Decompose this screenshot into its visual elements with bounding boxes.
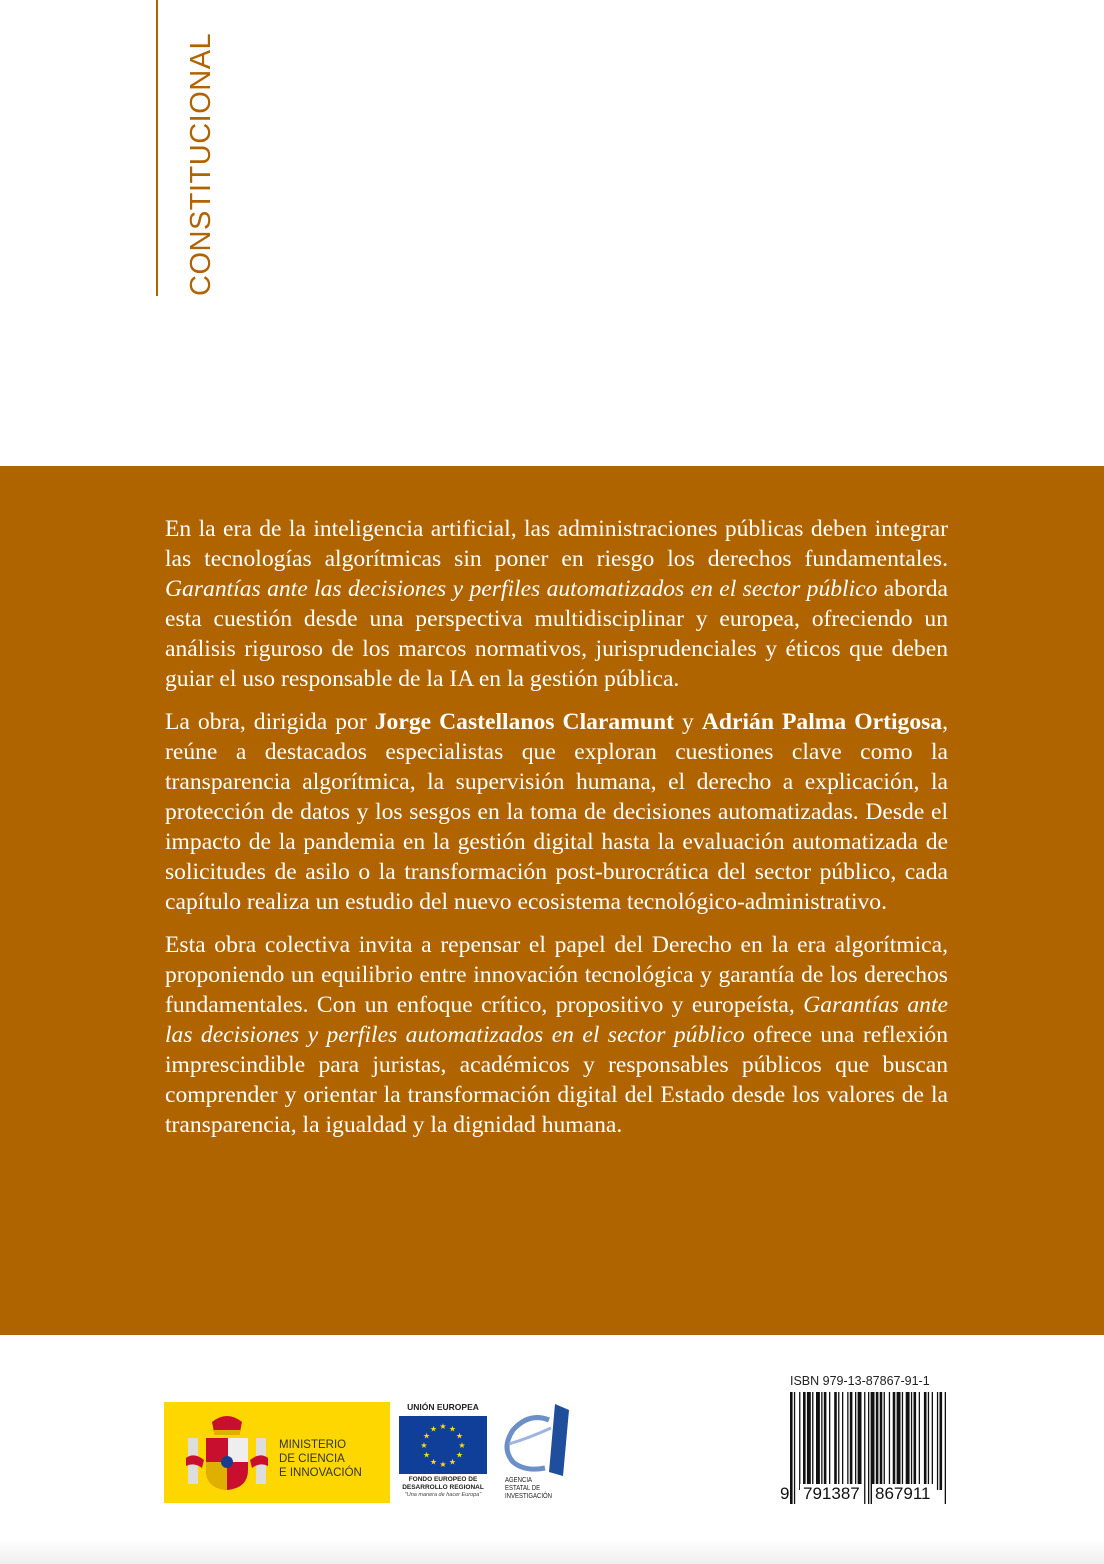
barcode-bar [794, 1392, 795, 1504]
barcode-bar [816, 1392, 820, 1490]
series-label: CONSTITUCIONAL [185, 32, 217, 296]
barcode [780, 1392, 948, 1504]
paragraph-2 [165, 707, 948, 917]
barcode-bar [880, 1392, 883, 1490]
eu-feder-logo [397, 1402, 489, 1502]
aei-text [505, 1476, 552, 1500]
text: aborda esta cuestión desde una perspectiva multidisciplinar y europea, ofreciendo un análisis riguroso de los marcos normativos, jurisprudenciales y éticos que deben guiar el uso responsable de la IA en la gestión pública. [165, 576, 948, 692]
editor-name: Adrián Palma Ortigosa [701, 709, 943, 735]
eu-star-icon: ★ [420, 1441, 428, 1450]
barcode-bar [847, 1392, 848, 1490]
series-divider-line [156, 0, 158, 296]
text: , reúne a destacados especialistas que exploran cuestiones clave como la transparencia algorítmica, la supervisión humana, el derecho a explicación, la protección de datos y los sesgos en la toma de decisiones automatizadas. Desde el impacto de la pandemia en la gestión digital hasta la evaluación automatizada de solicitudes de asilo o la transformación post-burocrática del sector público, cada capítulo realiza un estudio del nuevo ecosistema tecnológico-administrativo. [165, 709, 948, 915]
eu-star-icon: ★ [439, 1460, 447, 1469]
barcode-bar [838, 1392, 839, 1490]
eu-fund-text [397, 1476, 489, 1492]
text: La obra, dirigida por [165, 709, 375, 735]
eu-star-icon: ★ [458, 1441, 466, 1450]
barcode-bar [924, 1392, 927, 1490]
text: INVESTIGACIÓN [505, 1491, 553, 1500]
ministerio-text [279, 1438, 362, 1480]
paragraph-1 [165, 514, 948, 694]
barcode-bar [855, 1392, 856, 1490]
book-title-italic: Garantías ante las decisiones y perfiles automatizados en el sector público [165, 576, 878, 602]
text: y [673, 709, 702, 735]
spain-coat-of-arms-icon [182, 1408, 272, 1498]
eu-flag-icon [399, 1416, 487, 1474]
eu-motto: "Una manera de hacer Europa" [404, 1492, 482, 1498]
text: DE CIENCIA [279, 1453, 345, 1465]
barcode-bar [937, 1392, 938, 1490]
barcode-bar [902, 1392, 903, 1490]
text: Esta obra colectiva invita a repensar el papel del Derecho en la era algorítmica, proponiendo un equilibrio entre innovación tecnológica y garantía de los derechos fundamentales. Con un enfoque crítico, propositivo y europeísta, [165, 932, 948, 1018]
text: AGENCIA [505, 1475, 533, 1484]
barcode-bar [821, 1392, 822, 1490]
barcode-bar [889, 1392, 890, 1490]
text: ofrece una reflexión imprescindible para juristas, académicos y responsables públicos que buscan comprender y orientar la transformación digital del Estado desde los valores de la transparencia, la igualdad y la dignidad humana. [165, 1022, 948, 1138]
paragraph-3 [165, 930, 948, 1140]
isbn-label: ISBN 979-13-87867-91-1 [790, 1374, 930, 1388]
text: DESARROLLO REGIONAL [402, 1484, 484, 1491]
barcode-bar [864, 1392, 865, 1504]
barcode-bar [850, 1392, 853, 1490]
eu-star-icon: ★ [422, 1450, 431, 1460]
barcode-digits-right: 867911 [872, 1484, 933, 1504]
text: En la era de la inteligencia artificial, las administraciones públicas deben integrar las tecnologías algorítmicas sin poner en riesgo los derechos fundamentales. [165, 516, 948, 572]
barcode-bar [928, 1392, 929, 1490]
barcode-bar [803, 1392, 806, 1490]
barcode-bar [897, 1392, 901, 1490]
barcode-bar [824, 1392, 827, 1490]
book-title-italic: Garantías ante las decisiones y perfiles automatizados en el sector público [165, 992, 948, 1048]
barcode-bar [932, 1392, 933, 1490]
barcode-bar [829, 1392, 830, 1490]
barcode-bar [868, 1392, 869, 1504]
text: E INNOVACIÓN [279, 1467, 362, 1479]
barcode-bar [799, 1392, 800, 1490]
editor-name: Jorge Castellanos Claramunt [374, 709, 674, 735]
eu-star-icon: ★ [429, 1424, 438, 1434]
barcode-digit: 9 [780, 1484, 790, 1503]
eu-star-icon: ★ [422, 1431, 431, 1441]
barcode-bar [812, 1392, 813, 1490]
barcode-digits-left: 791387 [800, 1484, 863, 1504]
barcode-bar [842, 1392, 843, 1490]
barcode-bar [807, 1392, 811, 1490]
eu-star-icon: ★ [455, 1450, 464, 1460]
aei-emblem-icon [499, 1402, 571, 1478]
eu-star-icon: ★ [429, 1457, 438, 1467]
ministerio-logo [164, 1402, 390, 1503]
barcode-bar [945, 1392, 946, 1504]
barcode-bar [893, 1392, 896, 1490]
barcode-bar [906, 1392, 910, 1490]
barcode-bar [940, 1392, 943, 1490]
barcode-bar [876, 1392, 879, 1490]
eu-star-icon: ★ [455, 1431, 464, 1441]
barcode-bar [790, 1392, 793, 1504]
page-bottom-shade [0, 1540, 1104, 1564]
synopsis-text [165, 514, 948, 1153]
barcode-bar [919, 1392, 920, 1490]
eu-star-icon: ★ [448, 1424, 457, 1434]
barcode-bar [914, 1392, 917, 1490]
text: FONDO EUROPEO DE [408, 1476, 478, 1483]
barcode-bar [884, 1392, 885, 1490]
barcode-bar [911, 1392, 912, 1490]
eu-star-icon: ★ [448, 1457, 457, 1467]
text: MINISTERIO [279, 1439, 347, 1451]
eu-star-icon: ★ [439, 1422, 447, 1431]
text: ESTATAL DE [505, 1483, 541, 1492]
aei-logo [499, 1402, 571, 1506]
eu-title: UNIÓN EUROPEA [407, 1402, 479, 1412]
barcode-bar [834, 1392, 837, 1490]
barcode-bar [858, 1392, 862, 1490]
